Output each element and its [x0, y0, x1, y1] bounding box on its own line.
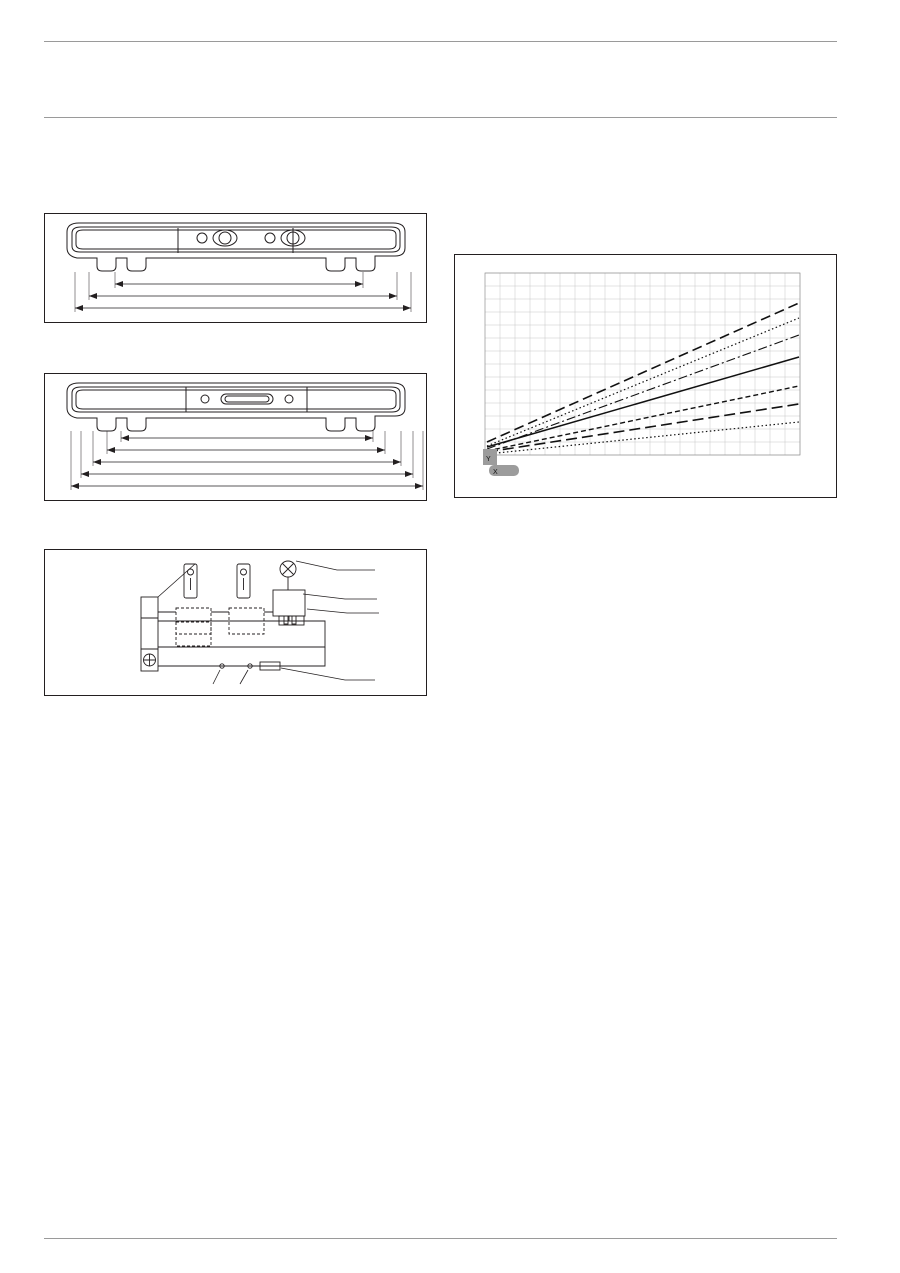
chart-y-axis-label: Y	[486, 456, 491, 463]
chart-curve-1	[487, 303, 799, 442]
bracket-two-hole-dimension-drawing	[44, 213, 427, 323]
chart-canvas	[455, 255, 836, 497]
footer-rule	[44, 1238, 837, 1239]
wiring-schematic-diagram	[44, 549, 427, 696]
chart-curve-2	[487, 318, 799, 446]
chart-curve-6	[487, 404, 799, 452]
chart-curve-3	[487, 335, 799, 449]
chart-curve-7	[487, 422, 799, 454]
performance-line-chart	[454, 254, 837, 498]
header-rule-upper	[44, 41, 837, 42]
header-rule-lower	[44, 117, 837, 118]
bracket-slot-dimension-drawing	[44, 373, 427, 501]
chart-curve-5	[487, 386, 799, 451]
chart-x-axis-label: X	[493, 469, 498, 476]
chart-curve-4	[487, 357, 799, 447]
